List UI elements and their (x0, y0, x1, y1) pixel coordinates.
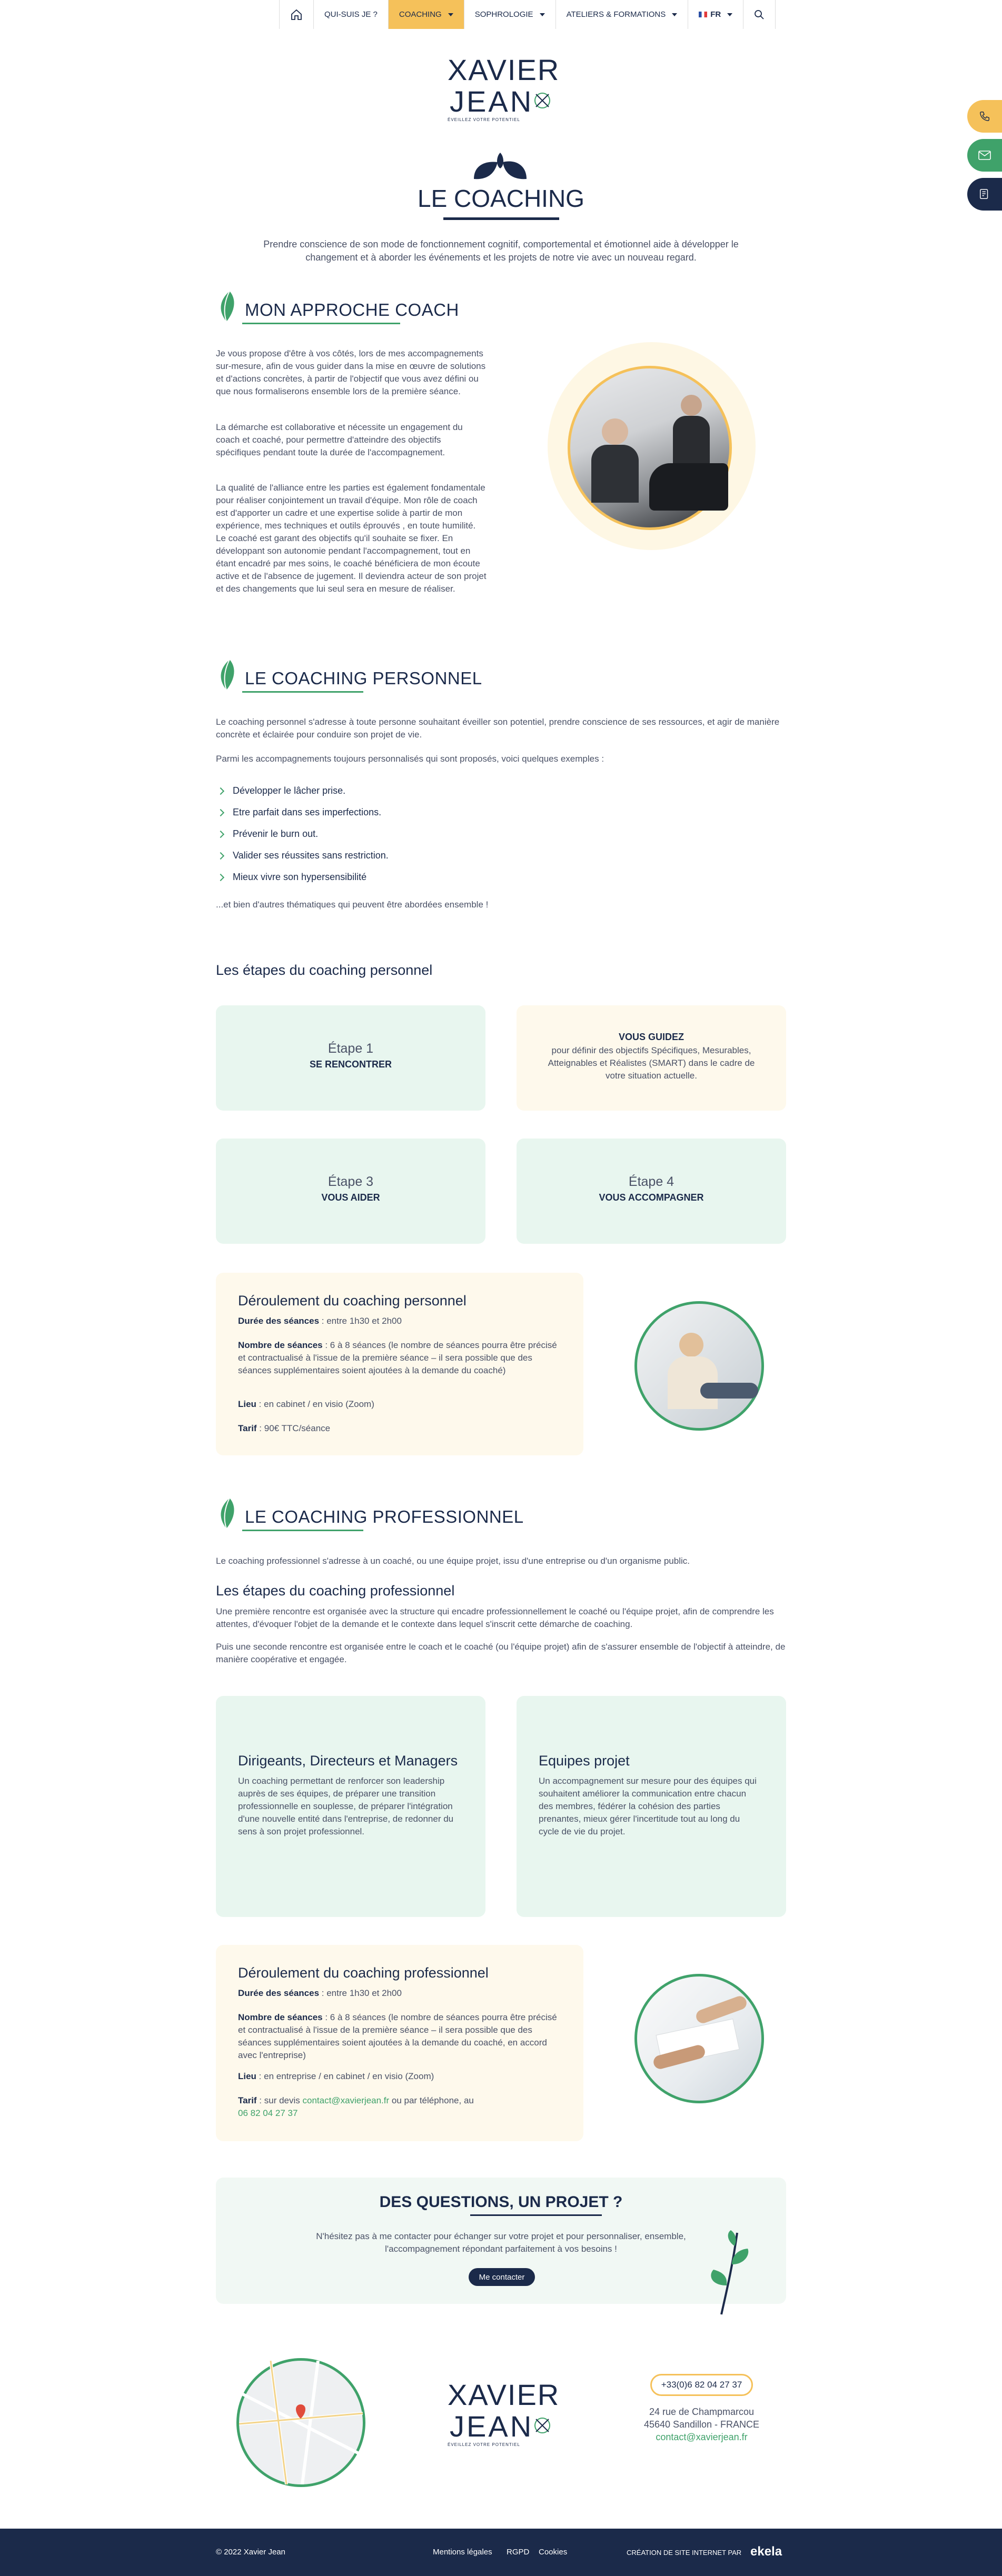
map-thumbnail[interactable] (236, 2358, 365, 2487)
leaf-icon (216, 649, 241, 691)
etape-card-2: VOUS GUIDEZ pour définir des objectifs Spécifiques, Mesurables, Atteignables et Réalistes (SMART) dans le cadre de votre situation actuelle. (517, 1005, 786, 1111)
nav-item-sophrologie[interactable]: SOPHROLOGIE (464, 0, 556, 29)
home-icon (290, 8, 303, 21)
title-underline (443, 217, 559, 220)
section-underline (242, 1530, 363, 1531)
etapes-title: Les étapes du coaching personnel (216, 962, 433, 978)
contact-button[interactable]: Me contacter (469, 2268, 535, 2286)
footer-address-1: 24 rue de Champmarcou (649, 2407, 755, 2417)
other-arm (700, 1383, 758, 1399)
map-roads (239, 2361, 363, 2484)
deroule-personnel-card: Déroulement du coaching personnel Durée des séances : entre 1h30 et 2h00 Nombre de séances : 6 à 8 séances (le nombre de séances pourra être précisé et contractualisé à l'issue de la première séance – il sera possible que des séances supplémentaires soient ajoutées à la demande du coaché) Lieu : en cabinet / en visio (Zoom) Tarif : 90€ TTC/séance (216, 1273, 583, 1455)
ekela-logo[interactable]: ekela (750, 2544, 782, 2559)
pro-etapes-title: Les étapes du coaching professionnel (216, 1583, 455, 1599)
section-underline (242, 323, 400, 324)
cta-box: DES QUESTIONS, UN PROJET ? N'hésitez pas à me contacter pour échanger sur votre projet et pour personnaliser, ensemble, l'accompagnement répondant parfaitement à vos besoins ! Me contacter (216, 2178, 786, 2304)
chevron-down-icon (540, 13, 545, 16)
chevron-right-icon (217, 787, 224, 794)
footer-link-rgpd[interactable]: RGPD (507, 2548, 530, 2557)
footer-phone[interactable]: +33(0)6 82 04 27 37 (650, 2374, 753, 2396)
side-phone-button[interactable] (967, 100, 1002, 133)
deroule-pro-card: Déroulement du coaching professionnel Durée des séances : entre 1h30 et 2h00 Nombre de séances : 6 à 8 séances (le nombre de séances pourra être précisé et contractualisé à l'issue de la première séance – il sera possible que des séances supplémentaires soient ajoutées à la demande du coaché, en accord avec l'entreprise) Lieu : en entreprise / en cabinet / en visio (Zoom) Tarif : sur devis contact@xavierjean.fr ou par téléphone, au 06 82 04 27 37 (216, 1945, 583, 2141)
flag-fr-icon (699, 12, 707, 17)
meeting-photo (568, 366, 732, 530)
leaves-icon (469, 153, 532, 184)
footer-logo[interactable]: XAVIER JEAN ÉVEILLEZ VOTRE POTENTIEL (448, 2378, 560, 2447)
nav-item-qui-suis-je[interactable]: QUI-SUIS JE ? (314, 0, 389, 29)
footer-link-mentions[interactable]: Mentions légales (433, 2548, 492, 2557)
chevron-right-icon (217, 873, 224, 881)
nav-item-coaching[interactable]: COACHING (389, 0, 464, 29)
person-body (591, 445, 639, 503)
foreground-person (649, 463, 728, 511)
site-logo[interactable]: XAVIER JEAN ÉVEILLEZ VOTRE POTENTIEL (448, 53, 560, 122)
logo-leaf-icon (532, 2415, 553, 2436)
footer-email[interactable]: contact@xavierjean.fr (656, 2432, 748, 2442)
personnel-p3: ...et bien d'autres thématiques qui peuvent être abordées ensemble ! (216, 900, 489, 910)
pro-card-dirigeants: Dirigeants, Directeurs et Managers Un coaching permettant de renforcer son leadership auprès de ses équipes, de préparer une transition professionnelle en souplesse, de préparer l'intégration d'une nouvelle entité dans l'entreprise, de redonner du sens à son projet professionnel. (216, 1696, 485, 1917)
personnel-p2: Parmi les accompagnements toujours personnalisés qui sont proposés, voici quelques exemples : (216, 754, 604, 764)
section-underline (242, 691, 363, 693)
chevron-down-icon (727, 13, 732, 16)
pro-p3: Puis une seconde rencontre est organisée entre le coach et le coaché (ou l'équipe projet) afin de s'assurer ensemble de l'objectif à atteindre, de manière coopérative et engagée. (216, 1642, 786, 1664)
chevron-right-icon (217, 852, 224, 859)
etape-card-4: Étape 4 VOUS ACCOMPAGNER (517, 1139, 786, 1244)
pro-card-equipes: Equipes projet Un accompagnement sur mesure pour des équipes qui souhaitent améliorer la communication entre chacun des membres, fédérer la cohésion des parties prenantes, mieux gérer l'incertitude tout au long du cycle de vie du projet. (517, 1696, 786, 1917)
side-quote-button[interactable] (967, 178, 1002, 211)
search-icon (754, 9, 765, 20)
side-mail-button[interactable] (967, 139, 1002, 172)
section-title-professionnel: LE COACHING PROFESSIONNEL (245, 1507, 524, 1526)
phone-link[interactable]: 06 82 04 27 37 (238, 2108, 298, 2118)
person-head (681, 395, 702, 416)
copyright: © 2022 Xavier Jean (216, 2548, 285, 2557)
person-body (673, 416, 710, 468)
plant-icon (706, 2228, 753, 2317)
approche-p3: La qualité de l'alliance entre les parties est également fondamentale pour réaliser conjointement un travail d'équipe. Mon rôle de coach est d'apporter un cadre et une expertise solide à partir de mon expérience, mes techniques et outils éprouvés , en toute humilité. Le coaché est garant des objectifs qu'il souhaite se fixer. En développant son autonomie pendant l'accompagnement, tout en étant encadré par mes soins, le coaché bénéficiera de mon écoute active et de l'absence de jugement. Il deviendra acteur de son projet et des changements que lui seul sera en mesure de réaliser. (216, 483, 487, 594)
footer-link-cookies[interactable]: Cookies (539, 2548, 568, 2557)
home-link[interactable] (279, 0, 314, 29)
logo-leaf-icon (532, 90, 553, 111)
approche-p2: La démarche est collaborative et nécessite un engagement du coach et coaché, pour permettre d'atteindre des objectifs spécifiques pendant toute la durée de l'accompagnement. (216, 422, 463, 457)
cta-underline (470, 2214, 602, 2216)
list-item: Etre parfait dans ses imperfections. (218, 807, 381, 818)
email-link[interactable]: contact@xavierjean.fr (302, 2095, 390, 2105)
leaf-icon (216, 281, 241, 323)
chevron-right-icon (217, 808, 224, 816)
hand (695, 1994, 749, 2025)
section-title-personnel: LE COACHING PERSONNEL (245, 668, 482, 688)
phone-icon (979, 111, 990, 122)
mail-icon (978, 151, 991, 160)
chevron-down-icon (672, 13, 677, 16)
chevron-right-icon (217, 830, 224, 837)
footer (0, 2529, 1002, 2576)
person-head (602, 418, 628, 445)
photo-professionnel (634, 1974, 764, 2103)
chevron-down-icon (448, 13, 453, 16)
list-item: Développer le lâcher prise. (218, 785, 345, 796)
search-button[interactable] (743, 0, 776, 29)
photo-personnel (634, 1301, 764, 1431)
personnel-p1: Le coaching personnel s'adresse à toute personne souhaitant éveiller son potentiel, prendre conscience de ses ressources, et agir de manière concrète et éclairée pour conduire son projet de vie. (216, 717, 780, 740)
pro-p2: Une première rencontre est organisée avec la structure qui encadre professionnellement le coaché ou l'équipe projet, afin de comprendre les attentes, d'évoquer l'objet de la demande et le contexte dans lequel s'inscrit cette démarche de coaching. (216, 1606, 774, 1629)
footer-address-2: 45640 Sandillon - FRANCE (643, 2419, 760, 2430)
quote-icon (979, 188, 990, 200)
page-title: LE COACHING (418, 185, 584, 212)
etape-card-1: Étape 1 SE RENCONTRER (216, 1005, 485, 1111)
nav-item-ateliers[interactable]: ATELIERS & FORMATIONS (556, 0, 689, 29)
pro-p1: Le coaching professionnel s'adresse à un coaché, ou une équipe projet, issu d'une entreprise ou d'un organisme public. (216, 1556, 690, 1566)
person-head (679, 1333, 703, 1357)
credit-text: CRÉATION DE SITE INTERNET PAR (627, 2549, 742, 2557)
list-item: Prévenir le burn out. (218, 828, 318, 840)
etape-card-3: Étape 3 VOUS AIDER (216, 1139, 485, 1244)
list-item: Valider ses réussites sans restriction. (218, 850, 389, 861)
section-title-approche: MON APPROCHE COACH (245, 300, 459, 319)
leaf-icon (216, 1487, 241, 1530)
lang-switch[interactable]: FR (688, 0, 743, 29)
list-item: Mieux vivre son hypersensibilité (218, 872, 366, 883)
top-nav (279, 0, 776, 29)
hero-intro: Prendre conscience de son mode de fonctionnement cognitif, comportemental et émotionnel aide à développer le changement et à aborder les événements et les projets de notre vie avec un nouveau regard. (263, 239, 739, 263)
approche-p1: Je vous propose d'être à vos côtés, lors de mes accompagnements sur-mesure, afin de vous guider dans la mise en œuvre de solutions et d'actions concrètes, à partir de l'objectif que vous avez défini ou que nous formaliserons ensemble lors de la première séance. (216, 348, 486, 396)
map-pin-icon (296, 2404, 305, 2419)
